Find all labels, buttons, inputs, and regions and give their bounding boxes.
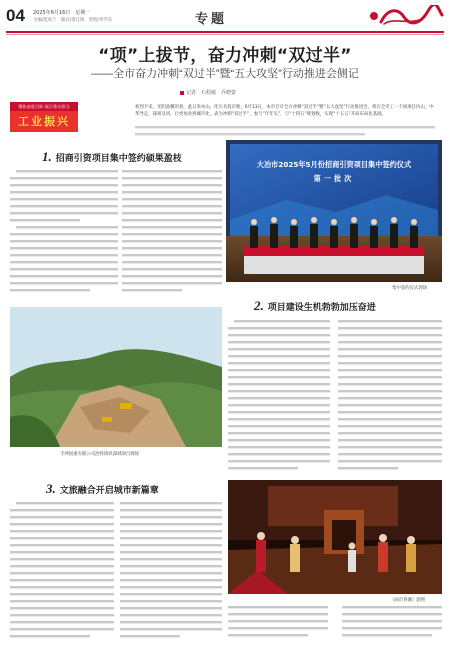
section-3-column-2-text — [120, 500, 222, 646]
section-2-column-1-text — [228, 318, 330, 478]
section-title: 项目建设生机勃勃加压奋进 — [267, 302, 376, 313]
section-1-column-1-text — [10, 168, 118, 300]
headline: “项”上拔节，奋力冲刺“双过半” — [98, 46, 352, 66]
section-2-column-2-text — [338, 318, 442, 478]
masthead-rule — [6, 31, 444, 33]
signing-screen-batch: 第一批次 — [313, 174, 355, 183]
signing-ceremony-photo — [226, 140, 442, 282]
lead-paragraph: 初到夕来，光阴备精的春，此日米亦山。化川具投京惟，6月13日，本市召开全方冲刺“双过半”暨“五大攻坚”行动推进会，将在全市工一个项项目仿山，中革导走，探项及同，让更加业拆城市化，表为冲刺“双过半”，参与“年年头”，与“十四五”规划收，实现“十五五”开局布局化基础。 — [135, 105, 434, 118]
column-badge-top: 聚焦奋进目标·展示务实担当 — [10, 102, 78, 111]
section-heading-2 — [254, 298, 376, 314]
section-name: 专题 — [195, 12, 228, 27]
column-badge — [10, 102, 78, 134]
signing-photo-caption: 集中签约仪式现场 — [392, 286, 428, 291]
section-number: 3. — [46, 481, 56, 496]
section-3-column-1-text — [10, 500, 114, 646]
paper-logo-artwork — [368, 5, 444, 27]
section-heading-1 — [42, 149, 182, 165]
paper-logo — [368, 5, 444, 27]
construction-site-scene — [10, 307, 222, 447]
section-number: 1. — [42, 149, 52, 164]
stage-performance-scene — [228, 480, 442, 594]
subhead: ——全市奋力冲刺“双过半”暨“五大攻坚”行动推进会侧记 — [91, 68, 359, 80]
byline-square-icon — [180, 91, 184, 95]
byline — [180, 89, 236, 96]
section-3-continuation-text — [228, 604, 442, 644]
construction-photo-caption: 丰坤国重有限公司冶铁铸铁深域项目现场 — [60, 452, 140, 457]
issue-staff: 主编/范凤兰 版式/余江鸿 责校/李学东 — [33, 18, 113, 23]
masthead-rule-thin — [6, 34, 444, 35]
lead-text-lines — [135, 124, 435, 140]
signing-screen-title: 大冶市2025年5月份招商引资项目集中签约仪式 — [256, 160, 412, 169]
section-number: 2. — [254, 298, 264, 313]
section-title: 招商引资项目集中签约硕果盈枝 — [55, 153, 182, 164]
section-1-column-2-text — [122, 168, 222, 300]
byline-text: 记者 石程敏 乔晓蕾 — [186, 90, 237, 96]
section-title: 文旅融合开启城市新篇章 — [59, 485, 159, 496]
construction-site-photo — [10, 307, 222, 447]
page-number: 04 — [6, 6, 25, 25]
masthead — [0, 0, 450, 42]
stage-photo-caption: （闹市春潮）剧照 — [390, 598, 426, 603]
section-heading-3 — [46, 481, 159, 497]
stage-performance-photo — [228, 480, 442, 594]
column-badge-main: 工业振兴 — [10, 111, 78, 132]
issue-date: 2025年6月16日 星期一 — [33, 10, 91, 16]
